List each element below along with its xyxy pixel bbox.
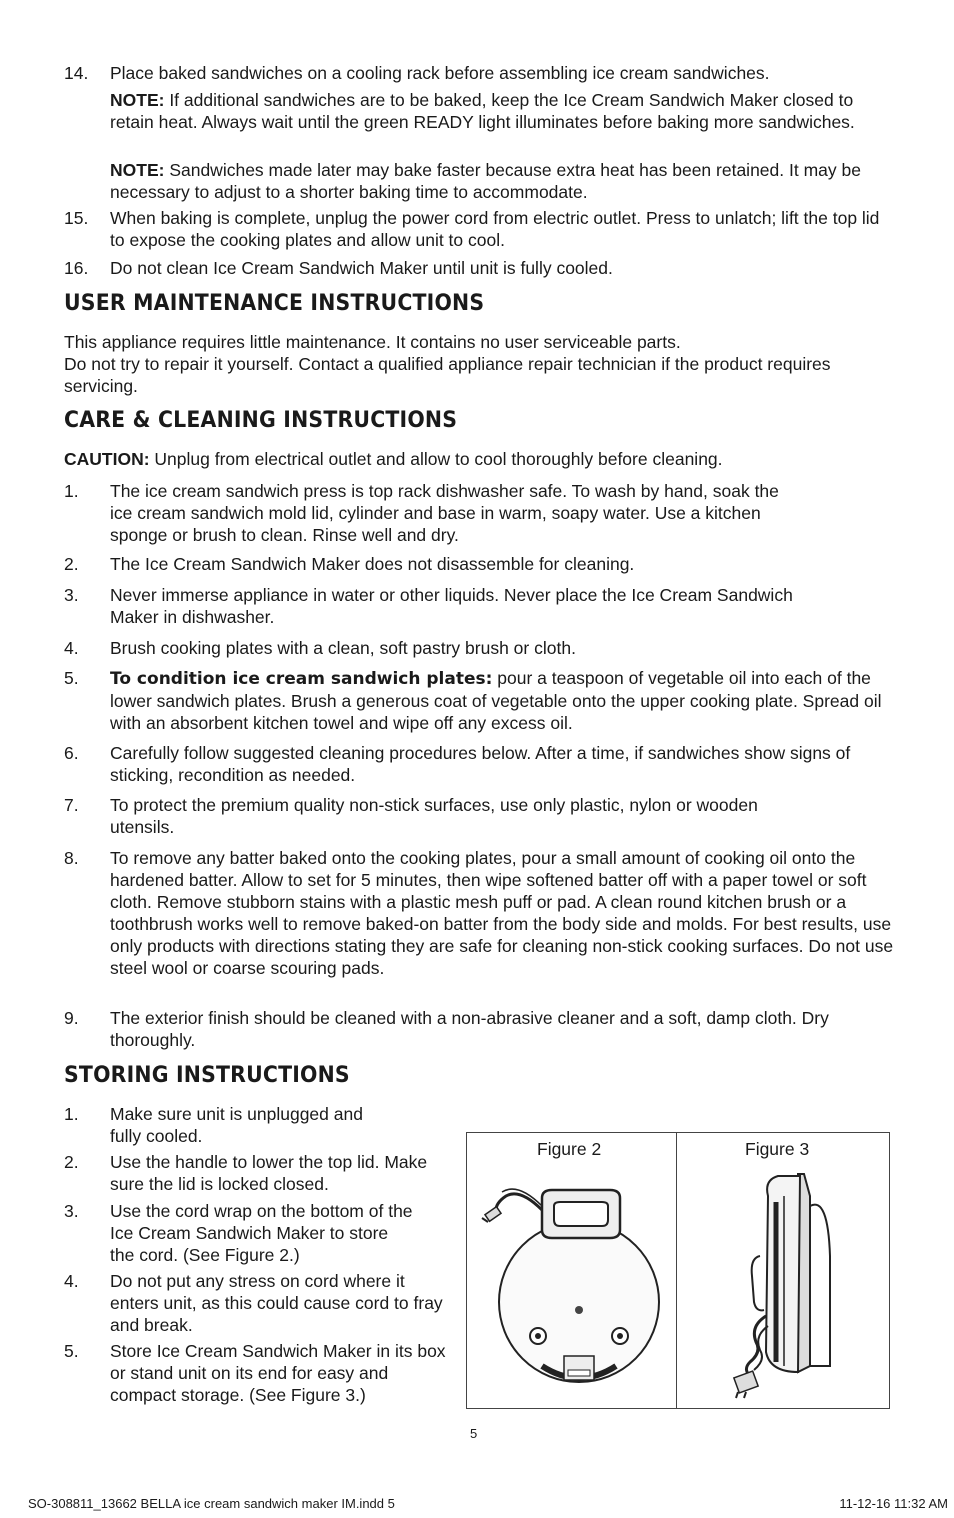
footer-file-info: SO-308811_13662 BELLA ice cream sandwich maker IM.indd 5 bbox=[28, 1496, 395, 1511]
step-text: Use the cord wrap on the bottom of the Ice Cream Sandwich Maker to store the cord. (See Figure 2.) bbox=[110, 1201, 413, 1265]
step-number: 16. bbox=[64, 258, 89, 278]
step-text: The Ice Cream Sandwich Maker does not disassemble for cleaning. bbox=[110, 554, 635, 574]
storing-step-2 bbox=[64, 1151, 429, 1195]
page-number: 5 bbox=[470, 1426, 478, 1441]
step-number: 2. bbox=[64, 554, 79, 574]
figure-3-appliance-standing-illustration bbox=[680, 1166, 886, 1402]
caution-text: Unplug from electrical outlet and allow to cool thoroughly before cleaning. bbox=[149, 449, 723, 469]
step-number: 2. bbox=[64, 1152, 79, 1172]
note-retain-heat bbox=[110, 89, 890, 133]
step-number: 4. bbox=[64, 1271, 79, 1291]
note-text: Sandwiches made later may bake faster because extra heat has been retained. It may be necessary to adjust to a shorter baking time to accommodate. bbox=[110, 160, 861, 202]
figures-divider bbox=[676, 1132, 677, 1409]
note-label: NOTE: bbox=[110, 90, 165, 110]
maintenance-line-2: Do not try to repair it yourself. Contact a qualified appliance repair technician if the product requires servicing. bbox=[64, 354, 831, 396]
step-number: 5. bbox=[64, 668, 79, 688]
maintenance-line-1: This appliance requires little maintenance. It contains no user serviceable parts. bbox=[64, 332, 681, 352]
step-number: 1. bbox=[64, 481, 79, 501]
step-number: 3. bbox=[64, 1201, 79, 1221]
figure-2-label: Figure 2 bbox=[537, 1139, 602, 1159]
step-number: 6. bbox=[64, 743, 79, 763]
care-heading: CARE & CLEANING INSTRUCTIONS bbox=[64, 408, 458, 433]
caution bbox=[64, 448, 884, 470]
storing-step-3 bbox=[64, 1200, 414, 1266]
care-step-1 bbox=[64, 480, 804, 546]
care-step-3 bbox=[64, 584, 804, 628]
step-number: 3. bbox=[64, 585, 79, 605]
step-text: When baking is complete, unplug the power cord from electric outlet. Press to unlatch; lift the top lid to expose the cooking plates and allow unit to cool. bbox=[110, 208, 880, 250]
step-text: Do not clean Ice Cream Sandwich Maker until unit is fully cooled. bbox=[110, 258, 613, 278]
step-15 bbox=[64, 207, 894, 251]
step-number: 1. bbox=[64, 1104, 79, 1124]
step-text: The exterior finish should be cleaned with a non-abrasive cleaner and a soft, damp cloth. Dry thoroughly. bbox=[110, 1008, 829, 1050]
storing-heading: STORING INSTRUCTIONS bbox=[64, 1063, 350, 1088]
step-text: pour a teaspoon of vegetable oil into each of the lower sandwich plates. Brush a generous coat of vegetable onto the upper cooking plate. Spread oil with an absorbent kitchen towel and wipe off any excess oil. bbox=[110, 668, 882, 733]
step-text: To remove any batter baked onto the cooking plates, pour a small amount of cooking oil onto the hardened batter. Allow to set for 5 minutes, then wipe softened batter off with a paper towel or soft cloth. Remove stubborn stains with a plastic mesh puff or pad. A clean round kitchen brush or a toothbrush works well to remove baked-on batter from the body side and molds. For best results, use only products with directions stating they are safe for cleaning non-stick cooking surfaces. Do not use steel wool or coarse scouring pads. bbox=[110, 848, 894, 978]
note-label: NOTE: bbox=[110, 160, 165, 180]
storing-step-4 bbox=[64, 1270, 449, 1336]
step-number: 4. bbox=[64, 638, 79, 658]
storing-step-1 bbox=[64, 1103, 364, 1147]
step-number: 8. bbox=[64, 848, 79, 868]
caution-label: CAUTION: bbox=[64, 449, 150, 469]
step-number: 14. bbox=[64, 63, 89, 83]
step-text: Make sure unit is unplugged and fully cooled. bbox=[110, 1104, 363, 1146]
step-text: Use the handle to lower the top lid. Make sure the lid is locked closed. bbox=[110, 1152, 428, 1194]
step-text: Store Ice Cream Sandwich Maker in its box or stand unit on its end for easy and compact storage. (See Figure 3.) bbox=[110, 1341, 446, 1405]
step-16 bbox=[64, 257, 894, 279]
care-step-8 bbox=[64, 847, 894, 979]
footer-timestamp: 11-12-16 11:32 AM bbox=[839, 1496, 948, 1511]
maintenance-heading: USER MAINTENANCE INSTRUCTIONS bbox=[64, 291, 485, 316]
care-step-9 bbox=[64, 1007, 894, 1051]
step-number: 15. bbox=[64, 208, 89, 228]
step-number: 9. bbox=[64, 1008, 79, 1028]
care-step-6 bbox=[64, 742, 894, 786]
care-step-4 bbox=[64, 637, 894, 659]
step-text: To protect the premium quality non-stick surfaces, use only plastic, nylon or wooden utensils. bbox=[110, 795, 758, 837]
step-text: Brush cooking plates with a clean, soft pastry brush or cloth. bbox=[110, 638, 576, 658]
figure-3-label: Figure 3 bbox=[745, 1139, 810, 1159]
care-step-5 bbox=[64, 667, 894, 734]
step-text: Place baked sandwiches on a cooling rack before assembling ice cream sandwiches. bbox=[110, 63, 770, 83]
step-number: 7. bbox=[64, 795, 79, 815]
figure-2-appliance-top-view-illustration bbox=[470, 1170, 674, 1402]
step-text: Never immerse appliance in water or other liquids. Never place the Ice Cream Sandwich Maker in dishwasher. bbox=[110, 585, 793, 627]
storing-step-5 bbox=[64, 1340, 459, 1406]
note-text: If additional sandwiches are to be baked, keep the Ice Cream Sandwich Maker closed to retain heat. Always wait until the green READY light illuminates before baking more sandwiches. bbox=[110, 90, 855, 132]
step-text: The ice cream sandwich press is top rack dishwasher safe. To wash by hand, soak the ice cream sandwich mold lid, cylinder and base in warm, soapy water. Use a kitchen sponge or brush to clean. Rinse well and dry. bbox=[110, 481, 779, 545]
care-step-7 bbox=[64, 794, 764, 838]
note-bake-faster bbox=[110, 159, 890, 203]
step-text: Carefully follow suggested cleaning procedures below. After a time, if sandwiches show signs of sticking, recondition as needed. bbox=[110, 743, 851, 785]
step-text: Do not put any stress on cord where it enters unit, as this could cause cord to fray and break. bbox=[110, 1271, 443, 1335]
step-number: 5. bbox=[64, 1341, 79, 1361]
care-step-2 bbox=[64, 553, 894, 575]
condition-label: To condition ice cream sandwich plates: bbox=[110, 669, 493, 689]
step-14 bbox=[64, 62, 894, 84]
